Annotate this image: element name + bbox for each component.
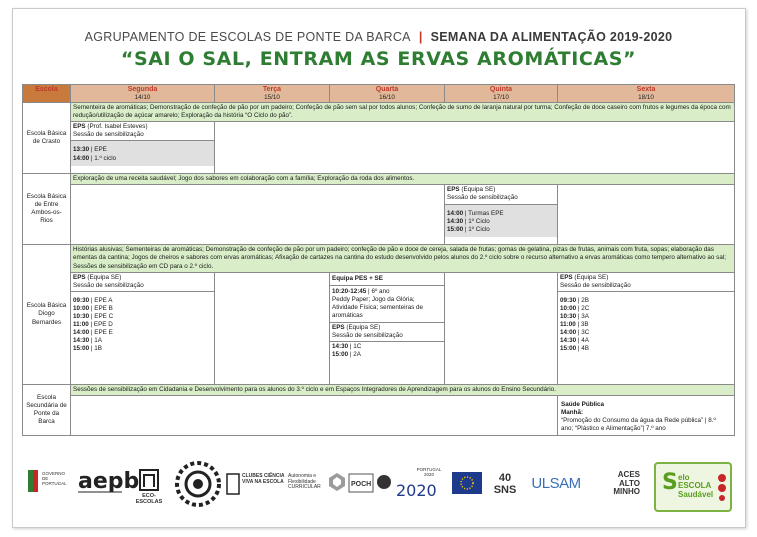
school-name-secundaria: Escola Secundária de Ponte da Barca [23,384,71,435]
school-name-entre-ambos-os-rios: Escola Básica de Entre Ambos-os-Rios [23,174,71,245]
day-header-monday: Segunda 14/10 [71,85,215,103]
sns-logo: 40 SNS [493,471,517,496]
schedule-table [22,84,735,436]
list-item: 11:00 | 3B [560,320,589,328]
activities-secundaria: Sessões de sensibilização em Cidadania e Desenvolvimento para os alunos do 3.º ciclo e em Espaços Integradores de Aprendizagem para os alunos do Ensino Secundário. [71,384,735,395]
list-item: 09:30 | 2B [560,296,589,304]
list-item: 10:30 | EPE C [73,312,114,320]
table-row [23,272,735,384]
selo-escola-saudavel-seal: S elo ESCOLA Saudável [654,462,732,512]
list-item: 15:00 | 1º Ciclo [447,225,490,233]
header-line [0,30,757,44]
entre-thursday-cell: EPS (Equipa SE) Sessão de sensibilização 14:00 | Turmas EPE 14:30 | 1º Ciclo 15:00 | 1º Ciclo [445,185,558,245]
entre-friday-empty [558,185,735,245]
poch-logo: POCH [348,468,392,502]
diogo-tuesday-empty [215,272,330,384]
portugal-2020-logo: PORTUGAL 2020 2020 [396,467,442,500]
list-item: 15:00 | 4B [560,344,589,352]
list-item: 15:00 | 1B [73,344,102,352]
table-row [23,174,735,185]
day-header-tuesday: Terça 15/10 [215,85,330,103]
list-item: 11:00 | EPE D [73,320,113,328]
list-item: 14:00 | Turmas EPE [447,209,504,217]
table-row [23,122,735,174]
diogo-thursday-empty [445,272,558,384]
school-name-crasto: Escola Básica de Crasto [23,103,71,174]
secundaria-empty-cell [71,395,558,435]
list-item: 14:30 | 4A [560,336,589,344]
list-item: 14:00 | 3C [560,328,590,336]
activities-diogo-bernardes: Histórias alusivas; Sementeiras de aromáticas; Demonstração de confeção de pão por um padeiro; confeção de pão e doce de cereja, salada de frutas; gomas de gelatina, pizas de frutas, animais com fruta, sopas; elaboração das ementas da cantina; Jogos de cheiros e sabores com ervas aromáticas; Afixação de cartazes na cantina do estudo desenvolvido pelos alunos do 2.º ciclo sobre o recurso alternativo a ervas aromáticas como tempero alternativo ao sal; Sessões de sensibilização em CD para o 2.º ciclo. [71,245,735,272]
aces-alto-minho-logo: ACES ALTO MINHO [613,469,640,497]
day-header-friday: Sexta 18/10 [558,85,735,103]
table-row [23,395,735,435]
list-item: 14:00 | EPE E [73,328,113,336]
partner-logos [26,458,732,514]
svg-text:aepb: aepb [78,469,140,494]
table-row [23,185,735,245]
list-item: 10:00 | 2C [560,304,590,312]
header-separator: | [418,30,423,44]
aepb-logo [76,464,140,500]
list-item: 10:30 | 3A [560,312,589,320]
list-item: 15:00 | 2A [332,350,361,358]
autonomia-flexibilidade-logo: Autonomia e Flexibilidade CURRICULAR [288,468,346,502]
diogo-friday-cell: EPS (Equipa SE) Sessão de sensibilização 09:30 | 2B 10:00 | 2C 10:30 | 3A 11:00 | 3B 14:00 | 3C 14:30 | 4A 15:00 | 4B [558,272,735,384]
school-column-header: Escola [23,85,71,103]
table-row [23,103,735,122]
school-name-diogo-bernardes: Escola Básica Diogo Bernardes [23,245,71,384]
secundaria-friday-cell: Saúde Pública Manhã: “Promoção do Consumo da água da Rede pública” | 8.º ano; “Plástico e Alimentação”| 7.º ano [558,395,735,435]
activities-entre-ambos-os-rios: Exploração de uma receita saudável; Jogo dos sabores em colaboração com a família; Exploração da roda dos alimentos. [71,174,735,185]
diogo-wednesday-cell: Equipa PES + SE 10:20-12:45 | 6º ano Peddy Paper; Jogo da Glória; Atividade Física; sementeiras de aromáticas EPS (Equipa SE) Sessão de sensibilização 14:30 | 1C 15:00 | 2A [330,272,445,384]
crasto-empty-cell [215,122,735,174]
governo-portugal-logo: GOVERNO DE PORTUGAL [28,468,68,502]
list-item: 14:30 | 1C [332,342,362,350]
entre-empty-cell [71,185,445,245]
slogan: “SAI O SAL, ENTRAM AS ERVAS AROMÁTICAS” [120,48,637,70]
activities-crasto: Sementeira de aromáticas; Demonstração de confeção de pão por um padeiro; Confeção de pão sem sal por todos alunos; Confeção de sumo de laranja natural por turma; Confeção de doce caseiro com frutos e legumes da época com redução/utilização de açúcar amarelo; Exploração da história “O Ciclo do pão”. [71,103,735,122]
list-item: 10:00 | EPE B [73,304,113,312]
crasto-monday-cell: EPS (Prof. Isabel Esteves) Sessão de sensibilização 13:30 | EPE 14:00 | 1.º ciclo [71,122,215,174]
list-item: 09:30 | EPE A [73,296,113,304]
svg-text:2020: 2020 [396,481,437,500]
header-row [23,85,735,103]
event-title: SEMANA DA ALIMENTAÇÃO 2019-2020 [430,30,673,44]
school-health-emblem-icon [174,460,222,508]
table-row [23,245,735,272]
list-item: 14:00 | 1.º ciclo [73,154,117,162]
ulsam-logo: ULSAM [531,474,581,492]
diogo-monday-cell: EPS (Equipa SE) Sessão de sensibilização 09:30 | EPE A 10:00 | EPE B 10:30 | EPE C 11:00 | EPE D 14:00 | EPE E 14:30 | 1A 15:00 | 1B [71,272,215,384]
clubes-ciencia-viva-logo: CLUBES CIÊNCIA VIVA NA ESCOLA [226,470,286,500]
list-item: 14:30 | 1º Ciclo [447,217,490,225]
eco-escolas-logo: ECO-ESCOLAS [130,464,168,508]
list-item: 13:30 | EPE [73,146,107,154]
table-row [23,384,735,395]
list-item: 14:30 | 1A [73,336,102,344]
organization-name: AGRUPAMENTO DE ESCOLAS DE PONTE DA BARCA [84,30,411,44]
day-header-thursday: Quinta 17/10 [445,85,558,103]
day-header-wednesday: Quarta 16/10 [330,85,445,103]
eu-flag-icon [452,470,482,496]
